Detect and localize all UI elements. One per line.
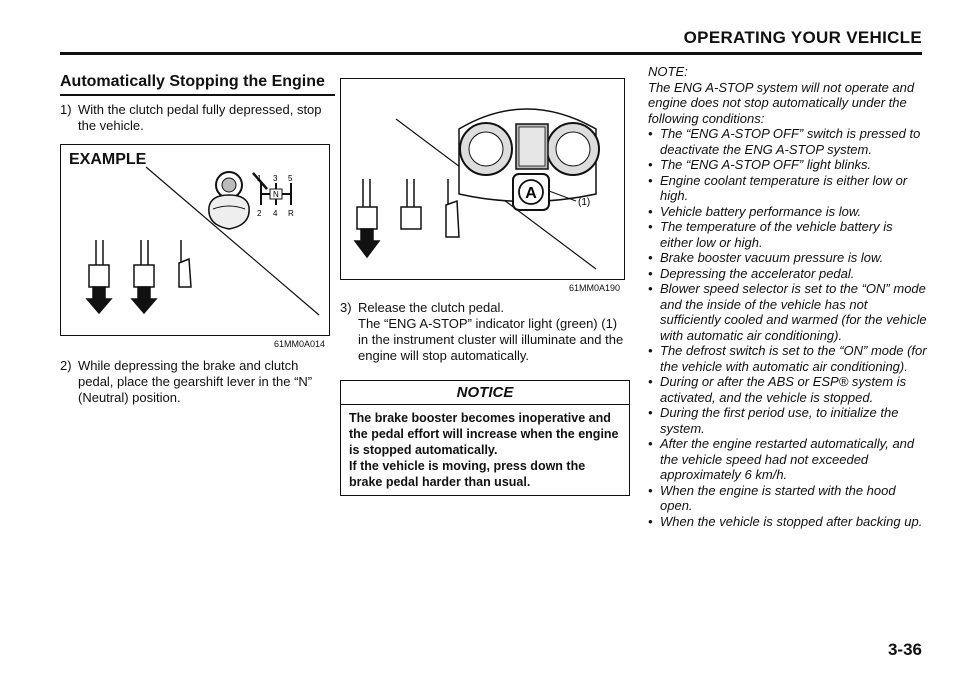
indicator-letter: A <box>525 185 537 202</box>
eng-a-stop-indicator-icon <box>513 174 549 210</box>
bullet: • <box>648 203 653 219</box>
notice-box <box>340 380 630 496</box>
notice-title: NOTICE <box>341 381 629 405</box>
pedal-gear-illustration <box>61 145 329 335</box>
step-2 <box>60 358 335 406</box>
figure-code: 61MM0A014 <box>273 339 325 349</box>
step-number: 3) <box>340 300 352 315</box>
step-text: With the clutch pedal fully depressed, stop the vehicle. <box>78 102 322 133</box>
list-item: • Vehicle battery performance is low. <box>648 203 862 219</box>
bullet: • <box>648 157 653 172</box>
note-title: NOTE: <box>648 64 688 79</box>
figure-label: EXAMPLE <box>69 151 147 168</box>
list-item: • The “ENG A-STOP OFF” switch is pressed to deactivate the ENG A-STOP system. <box>648 126 921 157</box>
figure-callout: (1) <box>578 197 591 208</box>
step-title: Release the clutch pedal. <box>358 300 504 315</box>
note-intro: The ENG A-STOP system will not operate and engine does not stop automatically under the following conditions: <box>648 79 915 126</box>
bullet: • <box>648 405 653 420</box>
column-middle <box>340 78 630 496</box>
list-item: • When the engine is started with the hood open. <box>648 482 896 513</box>
clutch-pedal-icon <box>87 240 111 313</box>
bullet: • <box>648 172 653 188</box>
gear-label-n: N <box>273 190 279 199</box>
notice-line-2: If the vehicle is moving, press down the brake pedal harder than usual. <box>349 459 586 489</box>
gear-label-5: 5 <box>288 174 293 183</box>
bullet: • <box>648 265 653 281</box>
bullet: • <box>648 374 653 389</box>
accelerator-pedal-icon <box>179 240 191 287</box>
gear-label-4: 4 <box>273 209 278 218</box>
brake-pedal-icon <box>401 179 421 229</box>
step-number: 1) <box>60 102 72 117</box>
gear-knob-icon <box>209 172 249 229</box>
notice-line-1: The brake booster becomes inoperative and the pedal effort will increase when the engine is stopped automatically. <box>349 411 619 457</box>
gear-label-3: 3 <box>273 174 278 183</box>
bullet: • <box>648 126 653 141</box>
clutch-pedal-icon <box>355 179 379 257</box>
list-item: • The temperature of the vehicle battery is either low or high. <box>648 219 893 250</box>
list-item: • The defrost switch is set to the “ON” mode (for the vehicle with automatic air conditioning). <box>648 343 927 374</box>
step-text: The “ENG A-STOP” indicator light (green) (1) in the instrument cluster will illuminate and the engine will stop automatically. <box>358 316 624 363</box>
list-item: • The “ENG A-STOP OFF” light blinks. <box>648 157 872 172</box>
figure-cluster <box>340 78 625 293</box>
brake-pedal-icon <box>132 240 156 313</box>
step-3 <box>340 300 630 364</box>
gear-label-r: R <box>288 209 294 218</box>
instrument-cluster-illustration <box>341 79 624 279</box>
bullet: • <box>648 219 653 234</box>
header-rule <box>60 52 922 55</box>
list-item: • During the first period use, to initialize the system. <box>648 405 899 436</box>
column-right-note <box>648 64 928 529</box>
bullet: • <box>648 436 653 451</box>
page-number: 3-36 <box>887 640 922 659</box>
list-item: • Engine coolant temperature is either low or high. <box>648 172 908 203</box>
list-item: • Depressing the accelerator pedal. <box>648 265 855 281</box>
bullet: • <box>648 343 653 358</box>
gear-label-2: 2 <box>257 209 262 218</box>
bullet: • <box>648 513 653 529</box>
list-item: • When the vehicle is stopped after backing up. <box>648 513 923 529</box>
page-header-title: OPERATING YOUR VEHICLE <box>683 28 922 47</box>
list-item: • During or after the ABS or ESP® system is activated, and the vehicle is stopped. <box>648 374 907 405</box>
step-number: 2) <box>60 358 72 373</box>
column-left <box>60 73 335 406</box>
bullet: • <box>648 281 653 296</box>
figure-example <box>60 144 330 349</box>
accelerator-pedal-icon <box>446 179 459 237</box>
list-item: • After the engine restarted automatically, and the vehicle speed had not exceeded approximately 6 km/h. <box>648 436 915 482</box>
note-conditions-list <box>648 126 928 529</box>
section-title: Automatically Stopping the Engine <box>60 73 335 96</box>
list-item: • Blower speed selector is set to the “ON” mode and the inside of the vehicle has not sufficiently cooled and warmed (for the vehicle with automatic air conditioning). <box>648 281 927 343</box>
notice-body <box>341 405 629 495</box>
figure-code: 61MM0A190 <box>568 283 620 293</box>
list-item: • Brake booster vacuum pressure is low. <box>648 250 884 265</box>
step-text: While depressing the brake and clutch pedal, place the gearshift lever in the “N” (Neutral) position. <box>78 358 313 405</box>
bullet: • <box>648 250 653 265</box>
step-1 <box>60 102 335 134</box>
gear-label-1: 1 <box>257 174 262 183</box>
bullet: • <box>648 482 653 498</box>
